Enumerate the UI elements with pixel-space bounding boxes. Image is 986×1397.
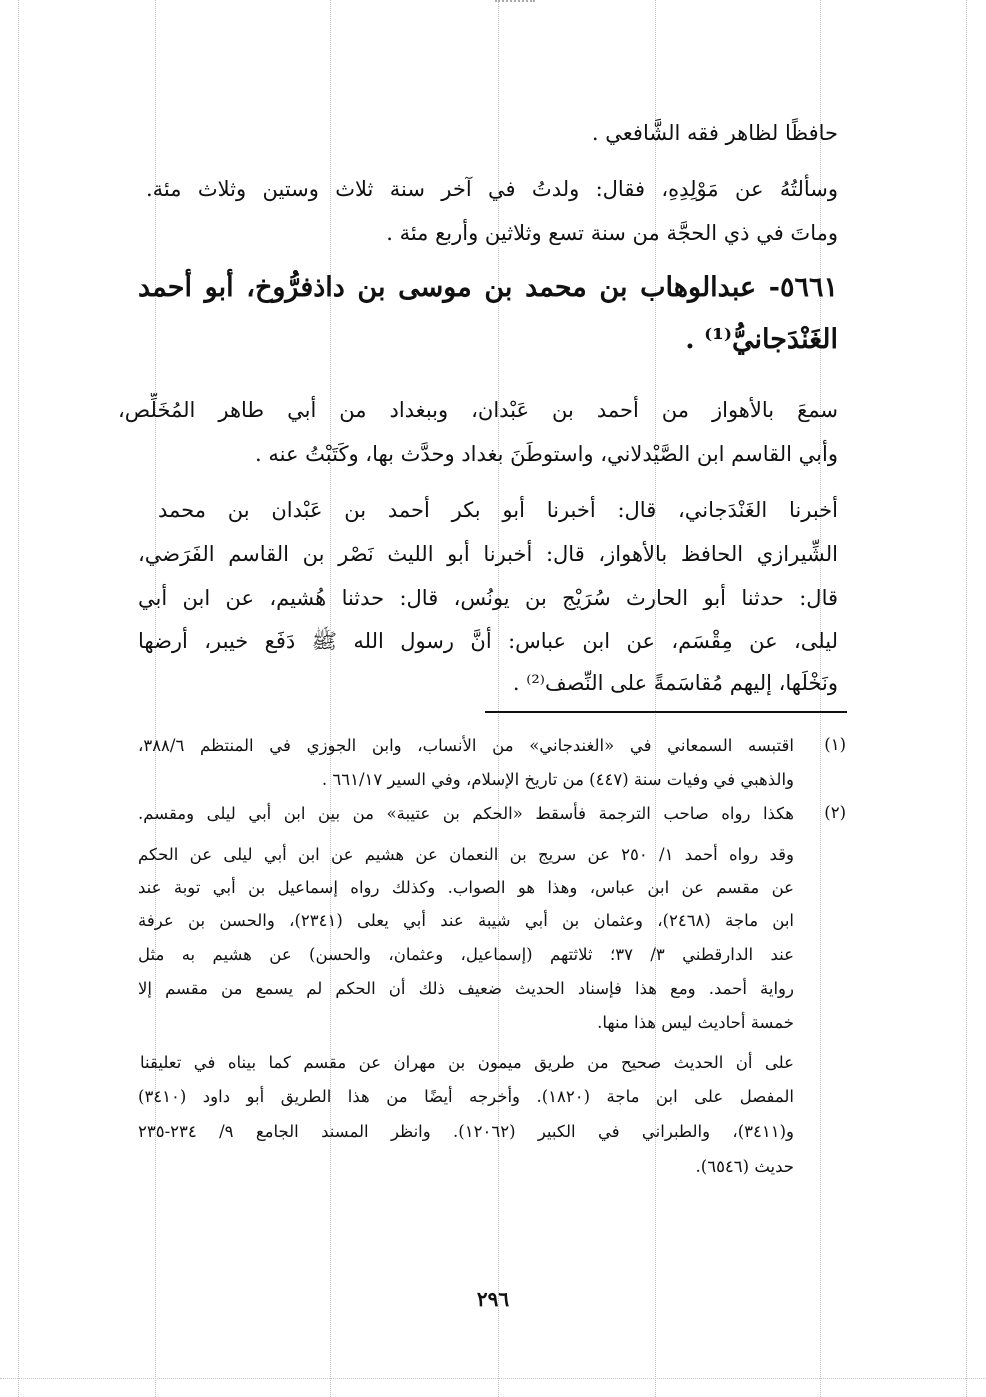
text-line: ونَخْلَها، إليهم مُقاسَمةً على النِّصف⁽²⁾ . [512, 671, 838, 695]
text-line: وسألتُهُ عن مَوْلِدِهِ، فقال: ولدتُ في آخر سنة ثلاث وستين وثلاث مئة. [146, 177, 838, 201]
entry-heading: الغَنْدَجانيُّ⁽¹⁾ . [685, 324, 838, 355]
footnote-number: (٢) [824, 803, 846, 822]
footnote-line: المفصل على ابن ماجة (١٨٢٠). وأخرجه أيضًا من هذا الطريق أبو داود (٣٤١٠) [138, 1087, 794, 1106]
text-line: وماتَ في ذي الحجَّة من سنة تسع وثلاثين وأربع مئة . [386, 221, 838, 245]
footnote-line: خمسة أحاديث ليس هذا منها. [597, 1013, 794, 1032]
text-line: ليلى، عن مِقْسَم، عن ابن عباس: أنَّ رسول الله ﷺ دَفَع خيبر، أرضها [138, 629, 838, 653]
footnote-number: (١) [824, 735, 846, 754]
text-line: قال: حدثنا أبو الحارث سُرَيْج بن يونُس، قال: حدثنا هُشيم، عن ابن أبي [138, 586, 838, 610]
scan-dotted-line [0, 1378, 986, 1379]
footnote-line: ابن ماجة (٢٤٦٨)، وعثمان بن أبي شيبة عند أبي يعلى (٢٣٤١)، والحسن بن عرفة [138, 911, 794, 930]
text-line: حافظًا لظاهر فقه الشَّافعي . [591, 121, 838, 145]
text-line: الشِّيرازي الحافظ بالأهواز، قال: أخبرنا أبو الليث نَصْر بن القاسم الفَرَضي، [138, 542, 838, 566]
footnote-line: حديث (٦٥٤٦). [695, 1157, 794, 1176]
footnote-line: عند الدارقطني ٣/ ٣٧؛ ثلاثتهم (إسماعيل، وعثمان، والحسن) عن هشيم به مثل [138, 945, 794, 964]
footnote-line: هكذا رواه صاحب الترجمة فأسقط «الحكم بن عتيبة» من بين ابن أبي ليلى ومقسم. [138, 804, 794, 823]
scan-dotted-line [966, 0, 967, 1397]
footnote-separator [485, 711, 847, 713]
text-line: وأبي القاسم ابن الصَّيْدلاني، واستوطَنَ بغداد وحدَّث بها، وكَتَبْتُ عنه . [255, 442, 838, 466]
footnote-line: اقتبسه السمعاني في «الغندجاني» من الأنساب، وابن الجوزي في المنتظم ٣٨٨/٦، [138, 736, 794, 755]
text-line: سمعَ بالأهواز من أحمد بن عَبْدان، وببغداد من أبي طاهر المُخَلِّص، [118, 398, 838, 422]
footnote-line: على أن الحديث صحيح من طريق ميمون بن مهران عن مقسم كما بيناه في تعليقنا [140, 1053, 794, 1072]
footnote-line: و(٣٤١١)، والطبراني في الكبير (١٢٠٦٢). وانظر المسند الجامع ٩/ ٢٣٤-٢٣٥ [138, 1122, 794, 1141]
footnote-line: رواية أحمد. ومع هذا فإسناد الحديث ضعيف ذلك أن الحكم لم يسمع من مقسم إلا [138, 979, 794, 998]
footnote-line: عن مقسم عن ابن عباس، وهذا هو الصواب. وكذلك رواه إسماعيل بن أبي توبة عند [138, 878, 794, 897]
footnote-line: والذهبي في وفيات سنة (٤٤٧) من تاريخ الإسلام، وفي السير ٦٦١/١٧ . [321, 770, 794, 789]
entry-heading: ٥٦٦١- عبدالوهاب بن محمد بن موسى بن داذفرُّوخ، أبو أحمد [138, 272, 838, 303]
scan-top-mark [495, 0, 535, 8]
footnote-line: وقد رواه أحمد ١/ ٢٥٠ عن سريج بن النعمان عن هشيم عن ابن أبي ليلى عن الحكم [138, 845, 794, 864]
page-number: ٢٩٦ [476, 1287, 510, 1311]
scan-dotted-line [18, 0, 19, 1397]
text-line: أخبرنا الغَنْدَجاني، قال: أخبرنا أبو بكر أحمد بن عَبْدان بن محمد [158, 498, 838, 522]
